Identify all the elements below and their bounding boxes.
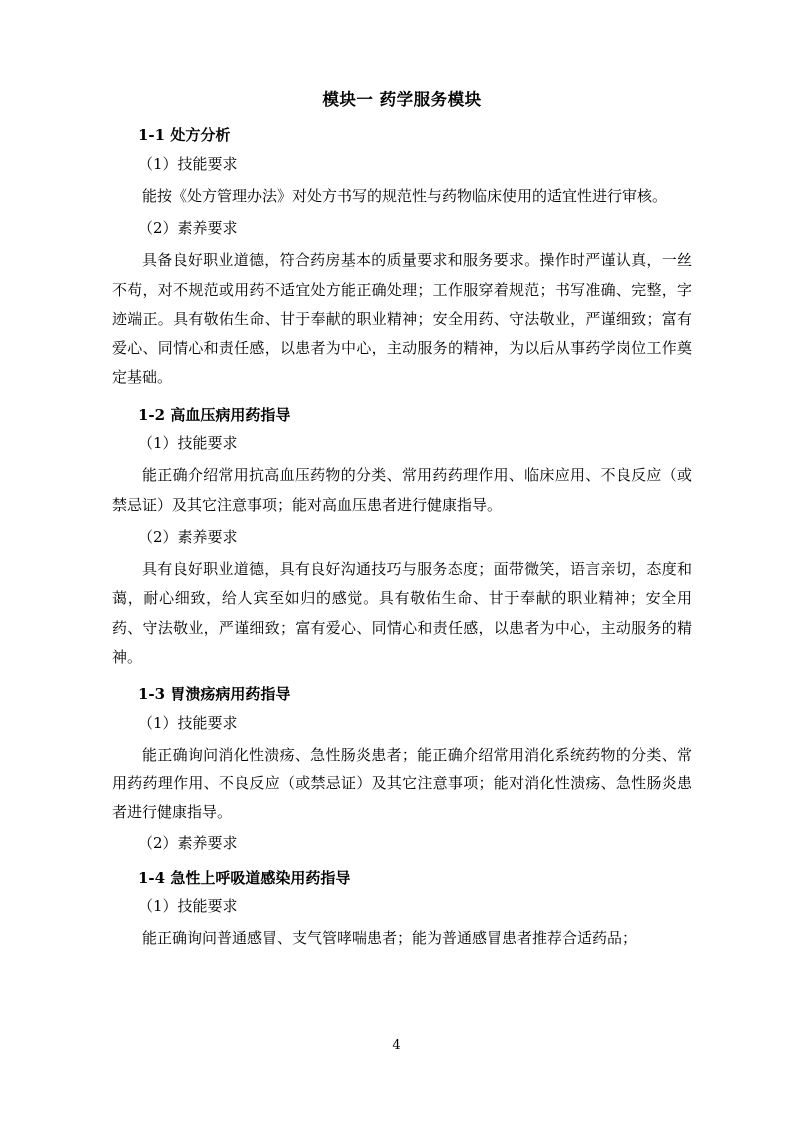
- subheading-skill-requirement-1-1: （1）技能要求: [138, 154, 238, 173]
- section-heading-1-2: 1-2 高血压病用药指导: [138, 405, 291, 424]
- page-number: 4: [392, 1038, 401, 1053]
- paragraph-skill-1-4: 能正确询问普通感冒、支气管哮喘患者；能为普通感冒患者推荐合适药品；: [142, 929, 638, 948]
- section-heading-1-1: 1-1 处方分析: [138, 126, 231, 144]
- subheading-quality-requirement-1-1: （2）素养要求: [138, 219, 238, 237]
- paragraph-skill-1-1: 能按《处方管理办法》对处方书写的规范性与药物临床使用的适宜性进行审核。: [142, 186, 668, 205]
- section-heading-1-4: 1-4 急性上呼吸道感染用药指导: [138, 868, 351, 887]
- subheading-skill-requirement-1-4: （1）技能要求: [138, 897, 238, 915]
- subheading-skill-requirement-1-3: （1）技能要求: [138, 713, 238, 732]
- subheading-quality-requirement-1-3: （2）素养要求: [138, 834, 238, 853]
- paragraph-quality-1-2: 具有良好职业道德，具有良好沟通技巧与服务态度；面带微笑，语言亲切，态度和蔼，耐心细致，给人宾至如归的感觉。具有敬佑生命、甘于奉献的职业精神；安全用药、守法敬业，严谨细致；富有爱心、同情心和责任感，以患者为中心，主动服务的精神。: [112, 560, 692, 666]
- page-title: 模块一 药学服务模块: [322, 90, 482, 109]
- paragraph-skill-1-2: 能正确介绍常用抗高血压药物的分类、常用药药理作用、临床应用、不良反应（或禁忌证）及其它注意事项；能对高血压患者进行健康指导。: [112, 466, 692, 514]
- subheading-skill-requirement-1-2: （1）技能要求: [138, 434, 238, 452]
- document-body: [112, 86, 692, 960]
- subheading-quality-requirement-1-2: （2）素养要求: [138, 527, 238, 546]
- paragraph-skill-1-3: 能正确询问消化性溃疡、急性肠炎患者；能正确介绍常用消化系统药物的分类、常用药药理作用、不良反应（或禁忌证）及其它注意事项；能对消化性溃疡、急性肠炎患者进行健康指导。: [112, 745, 692, 821]
- paragraph-quality-1-1: 具备良好职业道德，符合药房基本的质量要求和服务要求。操作时严谨认真，一丝不苟，对不规范或用药不适宜处方能正确处理；工作服穿着规范；书写准确、完整，字迹端正。具有敬佑生命、甘于奉献的职业精神；安全用药、守法敬业，严谨细致；富有爱心、同情心和责任感，以患者为中心，主动服务的精神，为以后从事药学岗位工作奠定基础。: [112, 251, 692, 387]
- section-heading-1-3: 1-3 胃溃疡病用药指导: [138, 685, 291, 703]
